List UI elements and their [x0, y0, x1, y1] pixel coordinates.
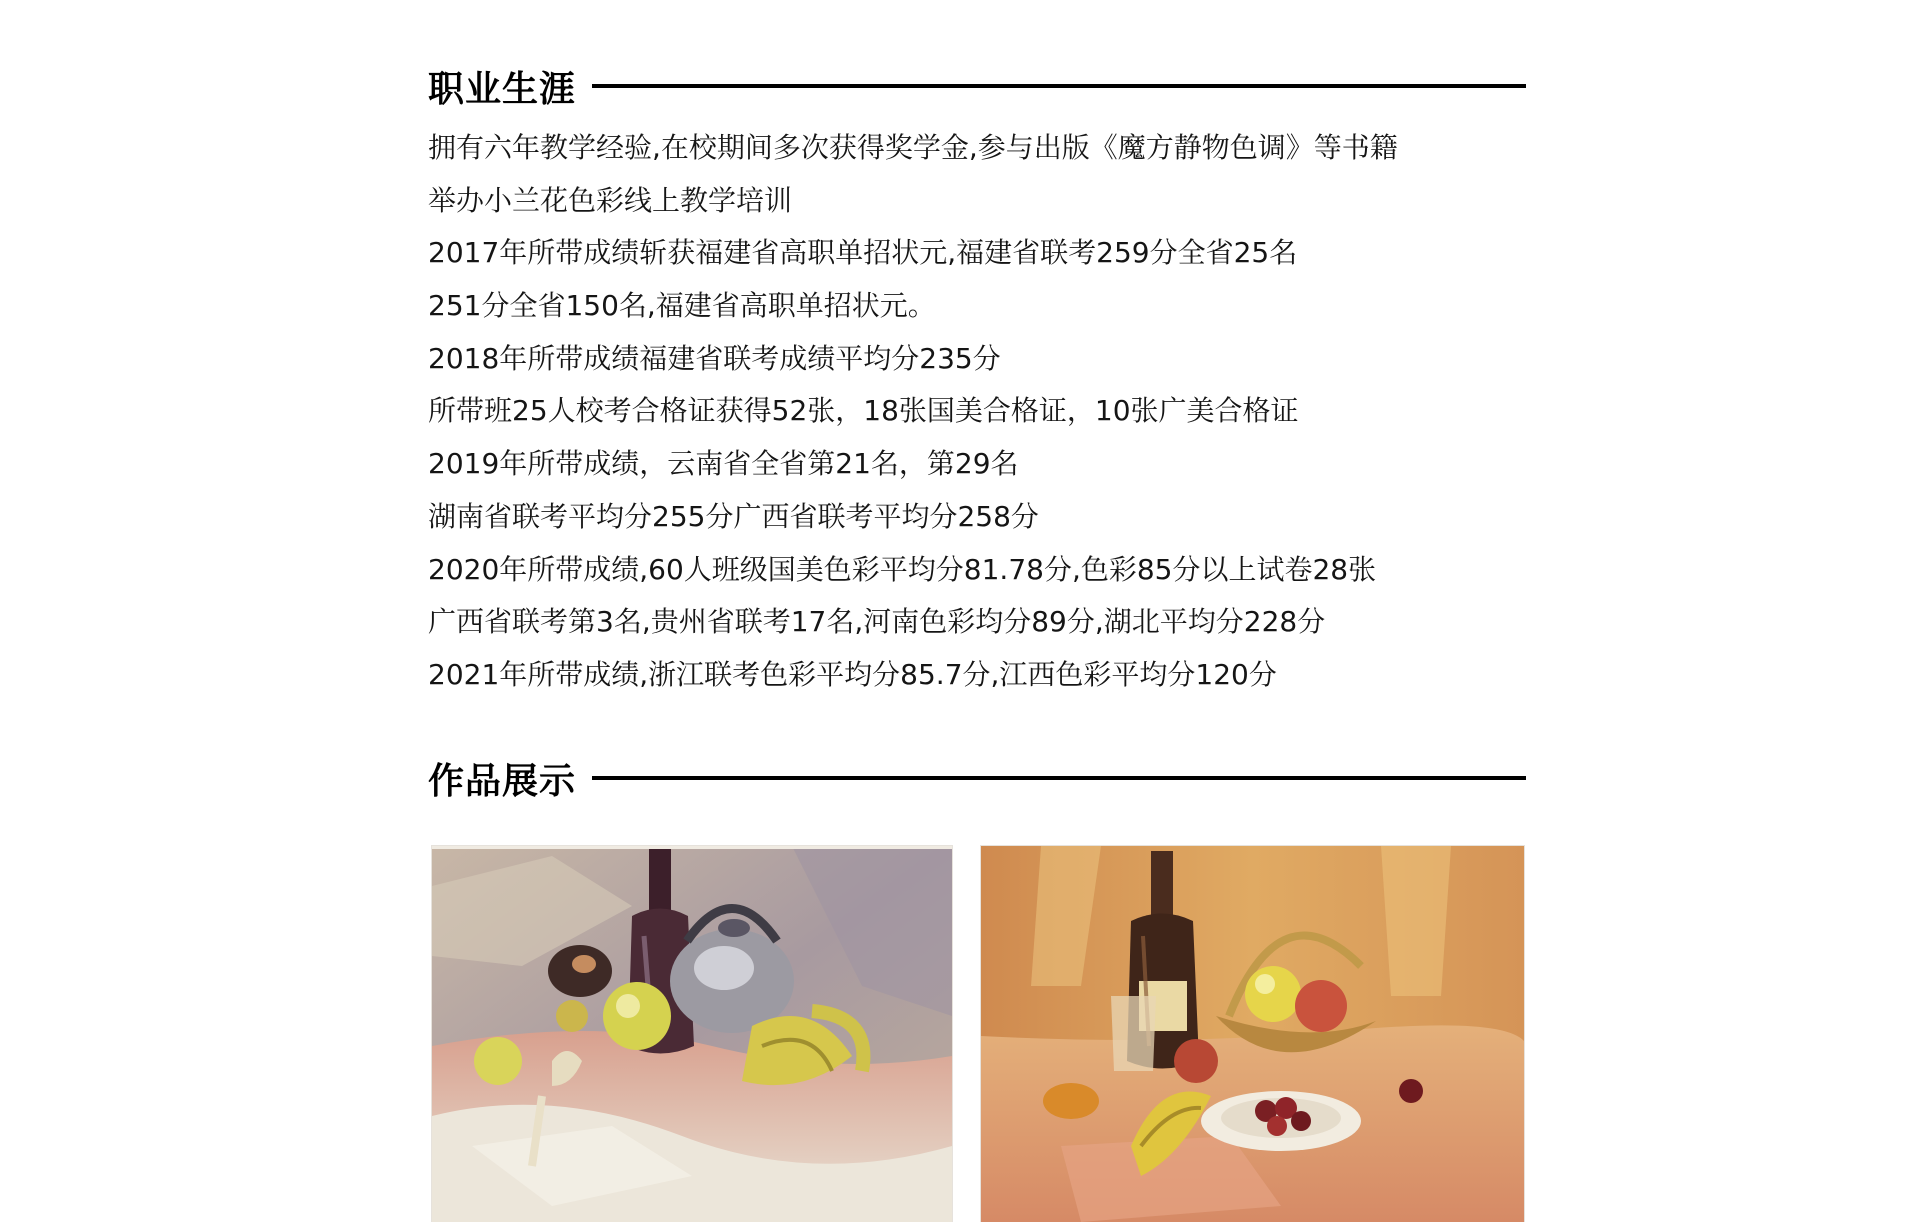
- career-line: 2020年所带成绩,60人班级国美色彩平均分81.78分,色彩85分以上试卷28张: [428, 552, 1377, 586]
- works-section-title: 作品展示: [428, 760, 577, 802]
- works-gallery: [428, 846, 1526, 1222]
- career-line: 251分全省150名,福建省高职单招状元。: [428, 289, 936, 323]
- works-section-header: [428, 748, 1526, 808]
- career-section-title: 职业生涯: [428, 68, 577, 110]
- career-section-header: [428, 56, 1526, 116]
- career-line: 2021年所带成绩,浙江联考色彩平均分85.7分,江西色彩平均分120分: [428, 657, 1277, 691]
- career-line: 所带班25人校考合格证获得52张，18张国美合格证，10张广美合格证: [428, 394, 1299, 428]
- career-line: 举办小兰花色彩线上教学培训: [428, 183, 793, 217]
- still-life-painting-warm[interactable]: [981, 846, 1524, 1222]
- painting-warm-image: [981, 846, 1524, 1222]
- career-line: 2019年所带成绩，云南省全省第21名，第29名: [428, 447, 1019, 481]
- career-list: [428, 122, 1398, 702]
- career-title-rule: [592, 84, 1526, 88]
- career-line: 湖南省联考平均分255分广西省联考平均分258分: [428, 499, 1039, 533]
- painting-cool-image: [432, 846, 952, 1222]
- career-line: 拥有六年教学经验,在校期间多次获得奖学金,参与出版《魔方静物色调》等书籍: [428, 131, 1398, 164]
- career-line: 2018年所带成绩福建省联考成绩平均分235分: [428, 341, 1001, 375]
- still-life-painting-cool[interactable]: [432, 846, 952, 1222]
- career-line: 广西省联考第3名,贵州省联考17名,河南色彩均分89分,湖北平均分228分: [428, 605, 1326, 639]
- works-title-rule: [592, 776, 1526, 780]
- career-line: 2017年所带成绩斩获福建省高职单招状元,福建省联考259分全省25名: [428, 236, 1298, 270]
